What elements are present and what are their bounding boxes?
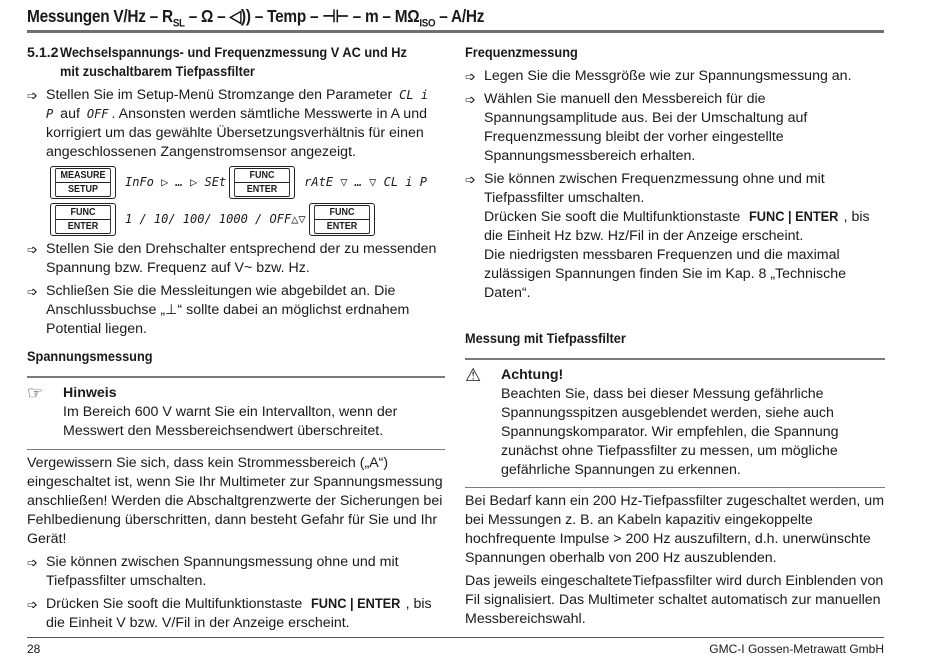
subheading: Spannungsmessung [27,349,153,365]
company-name: GMC-I Gossen-Metrawatt GmbH [709,642,884,656]
divider [27,449,445,450]
func-enter-key: FUNC ENTER [50,203,116,236]
warning-triangle-icon: ⚠ [465,365,482,385]
header-rule [27,30,884,33]
arrow-icon: ➩ [465,69,476,84]
bullet: ➩ Legen Sie die Messgröße wie zur Spannungsmessung an. [465,68,852,84]
bullet: ➩ Stellen Sie den Drehschalter entsprechend der zu messenden Spannung bzw. Frequenz auf V~ bzw. Hz. [27,241,437,276]
arrow-icon: ➩ [465,172,476,187]
arrow-icon: ➩ [465,92,476,107]
pointing-hand-icon: ☞ [27,383,44,403]
footer-rule [27,637,884,638]
right-column: Frequenzmessung ➩ Legen Sie die Messgröße wie zur Spannungsmessung an. ➩ Wählen Sie manuell den Messbereich für die Spannungsamplitude aus. Bei der Umschaltung auf Frequenzmessung bleibt der vorher eingestellte Spannungsmessbereich erhalten. ➩ Sie können zwischen Frequenzmessung ohne und mit Tiefpassfilter umschalten. Drücken Sie sooft die Multifunktionstaste FUNC | ENTER , bis die Einheit Hz bzw. Hz/Fil in der Anzeige erscheint. Die niedrigsten messbaren Frequenzen und die maximal zulässigen Spannungen finden Sie im Kap. 8 „Technische Daten“. Messung mit Tiefpassfilter ⚠ Achtung! Beachten Sie, dass bei dieser Messung gefährliche Spannungsspitzen ausgeblendet werden, siehe auch Spannungskomparator. Wir empfehlen, die Spannung zunächst ohne Tiefpassfilter zu messen, um mögliche gefährliche Spannungen zu erkennen. Bei Bedarf kann ein 200 Hz-Tiefpassfilter zugeschaltet werden, um bei Messungen z. B. an Kabeln kapazitiv eingekoppelte hochfrequente Impulse > 200 Hz auszufiltern, d.h. unerwünschte Spannungen oberhalb von 200 Hz auszublenden. Das jeweils eingeschalteteTiefpassfilter wird durch Einblenden von Fil signalisiert. Das Multimeter schaltet automatisch zur manuellen Messbereichswahl. [465,45,885,627]
subheading: Frequenzmessung [465,45,578,61]
section-heading: 5.1.2 Wechselspannungs- und Frequenzmessung V AC und Hz mit zuschaltbarem Tiefpassfilter [27,45,407,80]
bullet: ➩ Drücken Sie sooft die Multifunktionstaste FUNC | ENTER , bis die Einheit V bzw. V/Fil in der Anzeige erscheint. [27,596,432,631]
bullet: ➩ Stellen Sie im Setup-Menü Stromzange den Parameter CL i P auf OFF . Ansonsten werden sämtliche Messwerte in A und korrigiert um das gewählte Übersetzungsverhältnis für einen angeschlossenen Zangenstromsensor angezeigt. [27,87,429,160]
func-enter-key: FUNC ENTER [309,203,375,236]
arrow-icon: ➩ [27,242,38,257]
key-sequence-2: FUNC ENTER 1 / 10/ 100/ 1000 / OFF△▽ FUNC ENTER [50,203,445,236]
speaker-icon: ◁)) [229,6,251,26]
subheading: Messung mit Tiefpassfilter [465,331,626,347]
arrow-icon: ➩ [27,88,38,103]
bullet: ➩ Sie können zwischen Frequenzmessung ohne und mit Tiefpassfilter umschalten. Drücken Sie sooft die Multifunktionstaste FUNC | ENTER , bis die Einheit Hz bzw. Hz/Fil in der Anzeige erscheint. Die niedrigsten messbaren Frequenzen und die maximal zulässigen Spannungen finden Sie im Kap. 8 „Technische Daten“. [465,171,870,301]
arrow-icon: ➩ [27,555,38,570]
measure-setup-key: MEASURE SETUP [50,166,116,199]
bullet: ➩ Schließen Sie die Messleitungen wie abgebildet an. Die Anschlussbuchse „⊥“ sollte dabei an möglichst erdnahem Potential liegen. [27,283,410,337]
divider [465,487,885,488]
warning-box: ⚠ Achtung! Beachten Sie, dass bei dieser Messung gefährliche Spannungsspitzen ausgeblendet werden, siehe auch Spannungskomparator. Wir empfehlen, die Spannung zunächst ohne Tiefpassfilter zu messen, um mögliche gefährliche Spannungen zu erkennen. [465,365,839,478]
page-number: 28 [27,642,41,656]
bullet: ➩ Sie können zwischen Spannungsmessung ohne und mit Tiefpassfilter umschalten. [27,554,399,589]
hint-box: ☞ Hinweis Im Bereich 600 V warnt Sie ein Intervallton, wenn der Messwert den Messbereichsendwert überschreitet. [27,383,398,439]
key-sequence-1: MEASURE SETUP InFo ▷ … ▷ SEt FUNC ENTER rAtE ▽ … ▽ CL i P [50,166,445,199]
bullet: ➩ Wählen Sie manuell den Messbereich für die Spannungsamplitude aus. Bei der Umschaltung auf Frequenzmessung bleibt der vorher eingestellte Spannungsmessbereich erhalten. [465,91,808,164]
arrow-icon: ➩ [27,284,38,299]
arrow-icon: ➩ [27,597,38,612]
left-column: 5.1.2 Wechselspannungs- und Frequenzmessung V AC und Hz mit zuschaltbarem Tiefpassfilter ➩ Stellen Sie im Setup-Menü Stromzange den Parameter CL i P auf OFF . Ansonsten werden sämtliche Messwerte in A und korrigiert um das gewählte Übersetzungsverhältnis für einen angeschlossenen Zangenstromsensor angezeigt. MEASURE SETUP InFo ▷ … ▷ SEt FUNC ENTER rAtE ▽ … ▽ CL i P FUNC ENTER 1 / 10/ 100/ 1000 / OFF△▽ FUNC ENTER ➩ Stellen Sie den Drehschalter entsprechend der zu messenden Spannung bzw. Frequenz auf V~ bzw. Hz. ➩ Schließen Sie die Messleitungen wie abgebildet an. Die Anschlussbuchse „⊥“ sollte dabei an möglichst erdnahem Potential liegen. Spannungsmessung ☞ Hinweis Im Bereich 600 V warnt Sie ein Intervallton, wenn der Messwert den Messbereichsendwert überschreitet. Vergewissern Sie sich, dass kein Strommessbereich („A“) eingeschaltet ist, wenn Sie Ihr Multimeter zur Spannungsmessung anschließen! Werden die Abschaltgrenzwerte der Sicherungen bei Fehlbedienung überschritten, dann besteht Gefahr für Sie und Ihr Gerät! ➩ Sie können zwischen Spannungsmessung ohne und mit Tiefpassfilter umschalten. ➩ Drücken Sie sooft die Multifunktionstaste FUNC | ENTER , bis die Einheit V bzw. V/Fil in der Anzeige erscheint. [27,44,445,633]
divider [27,376,445,378]
func-enter-key: FUNC ENTER [229,166,295,199]
divider [465,358,885,360]
page-header: Messungen $V/Hz - R_{SL}$ – Ω – ◁)) – Temp – ⊣⊢ – m – $M\Omega_{ISO} - A/Hz$ [27,6,485,30]
